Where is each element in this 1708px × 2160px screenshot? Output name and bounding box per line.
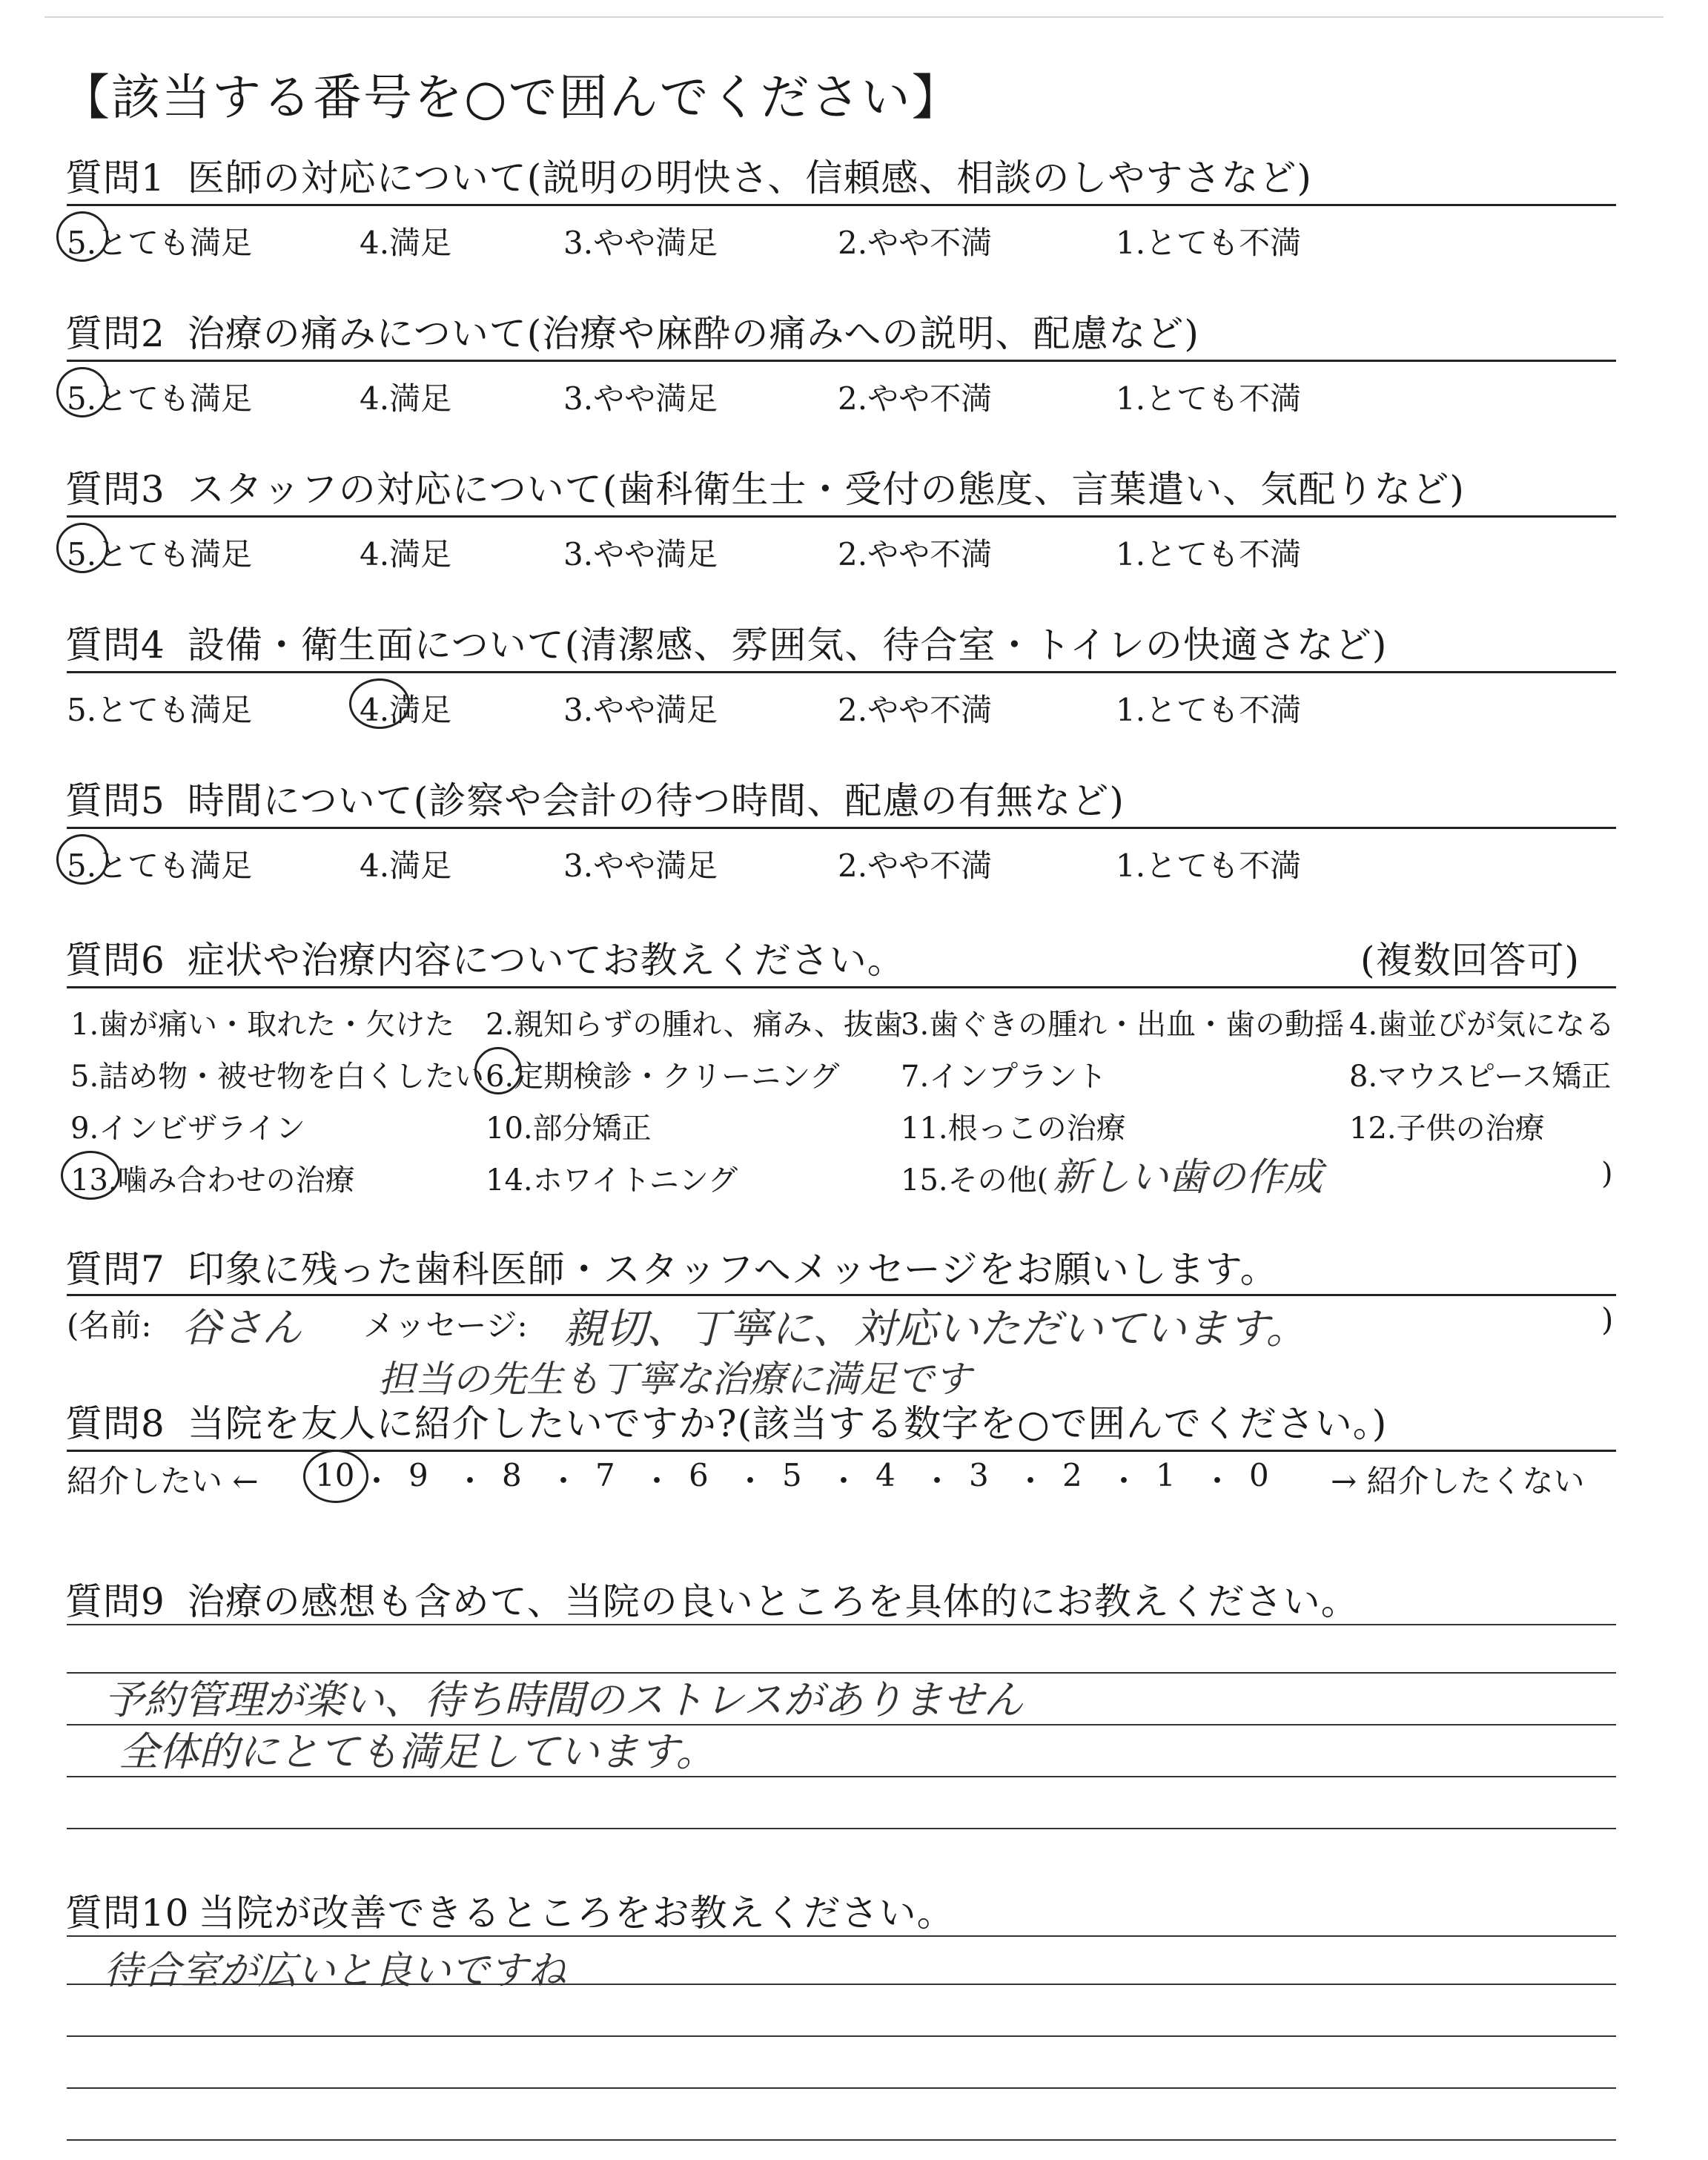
q8-scale-5[interactable]: 5 <box>782 1457 802 1493</box>
q3-options <box>67 530 1616 575</box>
q6-circle-6 <box>474 1047 522 1094</box>
q5-text: 時間について(診察や会計の待つ時間、配慮の有無など) <box>187 779 1125 822</box>
q5-answer-circle <box>56 834 108 885</box>
q10-answer-line1: 待合室が広いと良いですね <box>104 1949 567 1993</box>
q4-option-1[interactable]: 1.とても不満 <box>1116 692 1302 728</box>
q8-separator: ・ <box>1015 1463 1047 1499</box>
q9-rule-1 <box>67 1624 1616 1625</box>
q3-answer-circle <box>56 523 108 573</box>
q7-close-paren: ) <box>1601 1301 1614 1338</box>
q2-text: 治療の痛みについて(治療や麻酔の痛みへの説明、配慮など) <box>187 312 1199 355</box>
q3-number: 質問3 <box>65 468 165 511</box>
q10-rule-4 <box>67 2087 1616 2089</box>
q8-separator: ・ <box>361 1463 393 1499</box>
q9-answer-line2: 全体的にとても満足しています。 <box>119 1728 716 1775</box>
q8-scale-0[interactable]: 0 <box>1249 1457 1269 1493</box>
q10-rule-5 <box>67 2139 1616 2141</box>
q2-options <box>67 374 1616 419</box>
q8-scale-8[interactable]: 8 <box>502 1457 522 1493</box>
q1-options <box>67 219 1616 263</box>
q10-number: 質問10 <box>65 1892 190 1935</box>
q6-option-3[interactable]: 3.歯ぐきの腫れ・出血・歯の動揺 <box>901 1008 1345 1042</box>
q4-option-4[interactable]: 4.満足 <box>360 692 452 728</box>
q6-option-1[interactable]: 1.歯が痛い・取れた・欠けた <box>70 1008 455 1042</box>
q6-circle-13 <box>61 1151 120 1200</box>
q3-option-3[interactable]: 3.やや満足 <box>563 536 718 572</box>
q10-rule-3 <box>67 2035 1616 2037</box>
q3-option-1[interactable]: 1.とても不満 <box>1116 536 1302 572</box>
q3-option-4[interactable]: 4.満足 <box>360 536 452 572</box>
q5-number: 質問5 <box>65 779 165 822</box>
q5-option-2[interactable]: 2.やや不満 <box>838 848 993 884</box>
q3-option-5[interactable]: 5.とても満足 <box>67 536 253 572</box>
q1-option-1[interactable]: 1.とても不満 <box>1116 225 1302 261</box>
q6-option-7[interactable]: 7.インプラント <box>901 1060 1108 1094</box>
q5-title <box>65 771 1125 825</box>
q7-text: 印象に残った歯科医師・スタッフへメッセージをお願いします。 <box>187 1248 1278 1291</box>
q1-number: 質問1 <box>65 156 165 199</box>
q8-scale-1[interactable]: 1 <box>1156 1457 1176 1493</box>
q5-option-1[interactable]: 1.とても不満 <box>1116 848 1302 884</box>
q4-option-2[interactable]: 2.やや不満 <box>838 692 993 728</box>
q6-option-13[interactable]: 13.噛み合わせの治療 <box>70 1163 355 1198</box>
q6-other-answer: 新しい歯の作成 <box>1053 1155 1323 1200</box>
q7-name-label: (名前: <box>67 1307 152 1344</box>
q7-title <box>65 1240 1278 1293</box>
q2-title <box>65 304 1199 357</box>
q6-option-5[interactable]: 5.詰め物・被せ物を白くしたい <box>70 1060 485 1094</box>
q3-title <box>65 460 1465 513</box>
q2-option-4[interactable]: 4.満足 <box>360 380 452 417</box>
q1-option-3[interactable]: 3.やや満足 <box>563 225 718 261</box>
q8-text: 当院を友人に紹介したいですか?(該当する数字を○で囲んでください。) <box>187 1402 1388 1445</box>
q10-title <box>65 1883 955 1937</box>
q5-option-4[interactable]: 4.満足 <box>360 848 452 884</box>
q10-text: 当院が改善できるところをお教えください。 <box>198 1892 955 1935</box>
q8-scale-7[interactable]: 7 <box>595 1457 615 1493</box>
q8-separator: ・ <box>1202 1463 1234 1499</box>
q9-text: 治療の感想も含めて、当院の良いところを具体的にお教えください。 <box>187 1580 1359 1623</box>
q9-answer-line1: 予約管理が楽い、待ち時間のストレスがありません <box>104 1677 1024 1723</box>
q6-rule <box>67 986 1616 988</box>
q9-title <box>65 1572 1359 1625</box>
q6-option-4[interactable]: 4.歯並びが気になる <box>1349 1008 1615 1042</box>
q5-option-5[interactable]: 5.とても満足 <box>67 848 253 884</box>
q2-option-3[interactable]: 3.やや満足 <box>563 380 718 417</box>
q7-name-value: 谷さん <box>182 1304 302 1351</box>
q8-separator: ・ <box>921 1463 953 1499</box>
q2-option-5[interactable]: 5.とても満足 <box>67 380 253 417</box>
q8-answer-circle <box>303 1450 368 1503</box>
q6-option-6[interactable]: 6.定期検診・クリーニング <box>486 1060 840 1094</box>
q6-option-10[interactable]: 10.部分矯正 <box>486 1112 652 1146</box>
q4-rule <box>67 671 1616 673</box>
q2-number: 質問2 <box>65 312 165 355</box>
q6-note: (複数回答可) <box>1360 939 1580 982</box>
q5-option-3[interactable]: 3.やや満足 <box>563 848 718 884</box>
q8-separator: ・ <box>641 1463 673 1499</box>
q6-text: 症状や治療内容についてお教えください。 <box>187 939 905 982</box>
scan-edge <box>44 16 1664 18</box>
q6-option-9[interactable]: 9.インビザライン <box>70 1112 305 1146</box>
q6-option-8[interactable]: 8.マウスピース矯正 <box>1349 1060 1612 1094</box>
q6-option-12[interactable]: 12.子供の治療 <box>1349 1112 1545 1146</box>
q1-option-4[interactable]: 4.満足 <box>360 225 452 261</box>
q4-title <box>65 615 1387 669</box>
q4-answer-circle <box>349 678 410 729</box>
q8-scale-6[interactable]: 6 <box>689 1457 709 1493</box>
q8-rule <box>67 1450 1616 1452</box>
q6-option-2[interactable]: 2.親知らずの腫れ、痛み、抜歯 <box>486 1008 903 1042</box>
q4-option-5[interactable]: 5.とても満足 <box>67 692 253 728</box>
q4-number: 質問4 <box>65 624 165 667</box>
q1-answer-circle <box>56 211 108 262</box>
form-header: 【該当する番号を○で囲んでください】 <box>61 69 962 126</box>
q7-message-label: メッセージ: <box>363 1307 528 1344</box>
q5-options <box>67 842 1616 886</box>
q6-number: 質問6 <box>65 939 165 982</box>
q2-rule <box>67 360 1616 362</box>
q9-rule-5 <box>67 1828 1616 1829</box>
q7-message-line1: 親切、丁寧に、対応いただいています。 <box>563 1305 1308 1353</box>
q6-title <box>65 931 905 984</box>
q2-option-2[interactable]: 2.やや不満 <box>838 380 993 417</box>
q1-option-2[interactable]: 2.やや不満 <box>838 225 993 261</box>
q7-number: 質問7 <box>65 1248 165 1291</box>
q8-scale-9[interactable]: 9 <box>408 1457 428 1493</box>
q8-scale-2[interactable]: 2 <box>1062 1457 1082 1493</box>
q1-rule <box>67 204 1616 206</box>
q8-number: 質問8 <box>65 1402 165 1445</box>
q8-right-label: → 紹介したくない <box>1331 1463 1585 1499</box>
q2-answer-circle <box>56 367 108 417</box>
q3-option-2[interactable]: 2.やや不満 <box>838 536 993 572</box>
q4-text: 設備・衛生面について(清潔感、雰囲気、待合室・トイレの快適さなど) <box>187 624 1388 667</box>
q8-separator: ・ <box>735 1463 767 1499</box>
q8-separator: ・ <box>828 1463 860 1499</box>
q8-separator: ・ <box>454 1463 486 1499</box>
q8-separator: ・ <box>1108 1463 1140 1499</box>
q6-option-14[interactable]: 14.ホワイトニング <box>486 1163 738 1198</box>
q3-text: スタッフの対応について(歯科衛生士・受付の態度、言葉遣い、気配りなど) <box>187 468 1465 511</box>
q8-left-label: 紹介したい ← <box>67 1463 259 1499</box>
q8-scale-4[interactable]: 4 <box>875 1457 896 1493</box>
q6-other-close-paren: ) <box>1601 1157 1613 1191</box>
q1-text: 医師の対応について(説明の明快さ、信頼感、相談のしやすさなど) <box>187 156 1312 199</box>
q1-title <box>65 148 1312 202</box>
q8-scale-10[interactable]: 10 <box>315 1457 355 1493</box>
q6-option-15[interactable]: 15.その他( <box>901 1163 1049 1198</box>
q3-rule <box>67 515 1616 518</box>
q4-option-3[interactable]: 3.やや満足 <box>563 692 718 728</box>
q8-title <box>65 1394 1387 1447</box>
q5-rule <box>67 827 1616 829</box>
q7-message-line2: 担当の先生も丁寧な治療に満足です <box>378 1358 971 1401</box>
q10-rule-1 <box>67 1935 1616 1937</box>
q1-option-5[interactable]: 5.とても満足 <box>67 225 253 261</box>
q9-number: 質問9 <box>65 1580 165 1623</box>
q8-separator: ・ <box>548 1463 580 1499</box>
q6-option-11[interactable]: 11.根っこの治療 <box>901 1112 1126 1146</box>
q2-option-1[interactable]: 1.とても不満 <box>1116 380 1302 417</box>
q4-options <box>67 686 1616 730</box>
q8-scale-3[interactable]: 3 <box>969 1457 989 1493</box>
